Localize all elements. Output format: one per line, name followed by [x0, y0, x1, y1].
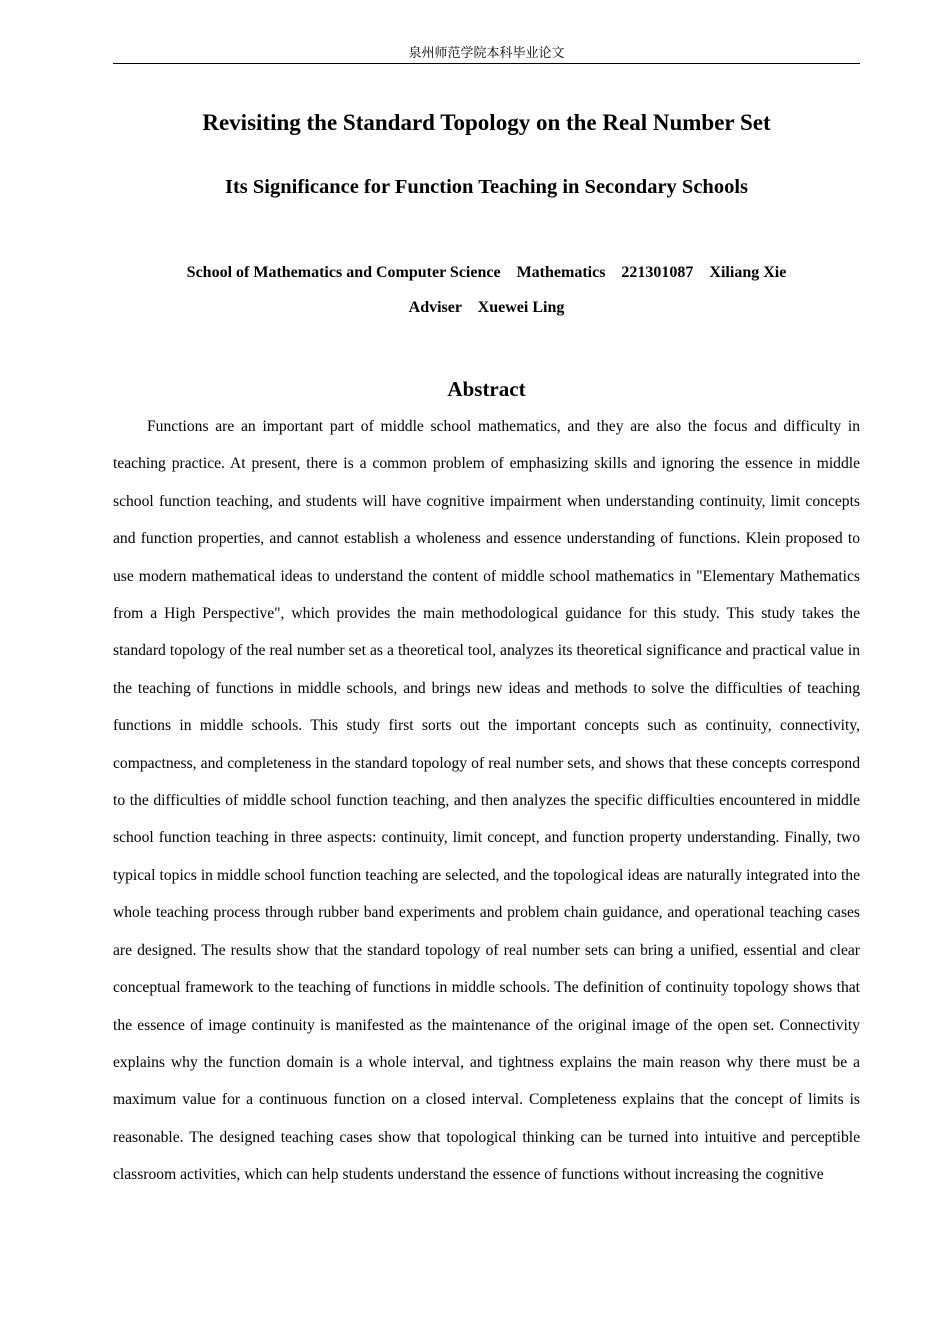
author-info: School of Mathematics and Computer Science Mathematics 221301087 Xiliang Xie [186, 264, 787, 281]
paper-title: Revisiting the Standard Topology on the Real Number Set [202, 110, 771, 135]
running-header: 泉州师范学院本科毕业论文 [113, 46, 860, 64]
abstract-body: Functions are an important part of middle school mathematics, and they are also the focus and difficulty in teaching practice. At present, there is a common problem of emphasizing skills and ignoring the essence in middle school function teaching, and students will have cognitive impairment when understanding continuity, limit concepts and function properties, and cannot establish a wholeness and essence understanding of functions. Klein proposed to use modern mathematical ideas to understand the content of middle school mathematics in "Elementary Mathematics from a High Perspective", which provides the main methodological guidance for this study. This study takes the standard topology of the real number set as a theoretical tool, analyzes its theoretical significance and practical value in the teaching of functions in middle schools, and brings new ideas and methods to solve the difficulties of teaching functions in middle schools. This study first sorts out the important concepts such as continuity, connectivity, compactness, and completeness in the standard topology of real number sets, and shows that these concepts correspond to the difficulties of middle school function teaching, and then analyzes the specific difficulties encountered in middle school function teaching in three aspects: continuity, limit concept, and function property understanding. Finally, two typical topics in middle school function teaching are selected, and the topological ideas are naturally integrated into the whole teaching process through rubber band experiments and problem chain guidance, and operational teaching cases are designed. The results show that the standard topology of real number sets can bring a unified, essential and clear conceptual framework to the teaching of functions in middle schools. The definition of continuity topology shows that the essence of image continuity is manifested as the maintenance of the original image of the open set. Connectivity explains why the function domain is a whole interval, and tightness explains the main reason why there must be a maximum value for a continuous function on a closed interval. Completeness explains that the concept of limits is reasonable. The designed teaching cases show that topological thinking can be turned into intuitive and perceptible classroom activities, which can help students understand the essence of functions without increasing the cognitive [113, 418, 860, 1184]
abstract-heading: Abstract [447, 377, 526, 401]
adviser-info: Adviser Xuewei Ling [408, 299, 565, 316]
paper-subtitle: Its Significance for Function Teaching in Secondary Schools [224, 176, 748, 198]
